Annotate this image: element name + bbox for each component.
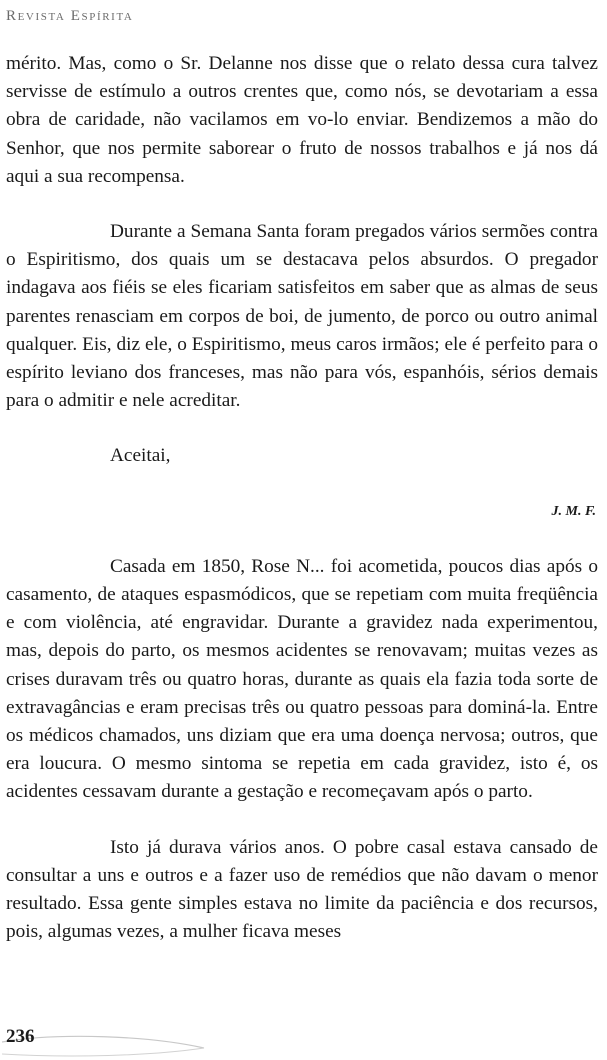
running-header: Revista Espírita <box>6 8 134 24</box>
page-number: 236 <box>6 1026 35 1047</box>
paragraph: mérito. Mas, como o Sr. Delanne nos disse que o relato dessa cura talvez servisse de estímulo a outros crentes que, como nós, se devotariam a essa obra de caridade, não vacilamos em vo-lo enviar. Bendizemos a mão do Senhor, que nos permite saborear o fruto de nossos trabalhos e já nos dá aqui a sua recompensa. <box>6 53 598 187</box>
page-body <box>6 50 598 946</box>
signature: J. M. F. <box>551 503 596 519</box>
closing-salutation: Aceitai, <box>110 445 171 467</box>
paragraph: Durante a Semana Santa foram pregados vários sermões contra o Espiritismo, dos quais um se destacava pelos absurdos. O pregador indagava aos fiéis se eles ficariam satisfeitos em saber que as almas de seus parentes renasciam em corpos de boi, de jumento, de porco ou outro animal qualquer. Eis, diz ele, o Espiritismo, meus caros irmãos; ele é perfeito para o espírito leviano dos franceses, mas não para vós, espanhóis, sérios demais para o admitir e nele acreditar. <box>6 221 598 412</box>
paragraph: Casada em 1850, Rose N... foi acometida, poucos dias após o casamento, de ataques espasmódicos, que se repetiam com muita freqüência e com violência, até engravidar. Durante a gravidez nada experimentou, mas, depois do parto, os mesmos acidentes se renovavam; muitas vezes as crises duravam três ou quatro horas, durante as quais ela fazia toda sorte de extravagâncias e eram precisas três ou quatro pessoas para dominá-la. Entre os médicos chamados, uns diziam que era uma doença nervosa; outros, que era loucura. O mesmo sintoma se repetia em cada gravidez, isto é, os acidentes cessavam durante a gestação e recomeçavam após o parto. <box>6 555 598 803</box>
paragraph: Isto já durava vários anos. O pobre casal estava cansado de consultar a uns e outros e a fazer uso de remédios que não davam o menor resultado. Essa gente simples estava no limite da paciência e dos recursos, pois, algumas vezes, a mulher ficava meses <box>6 836 598 943</box>
